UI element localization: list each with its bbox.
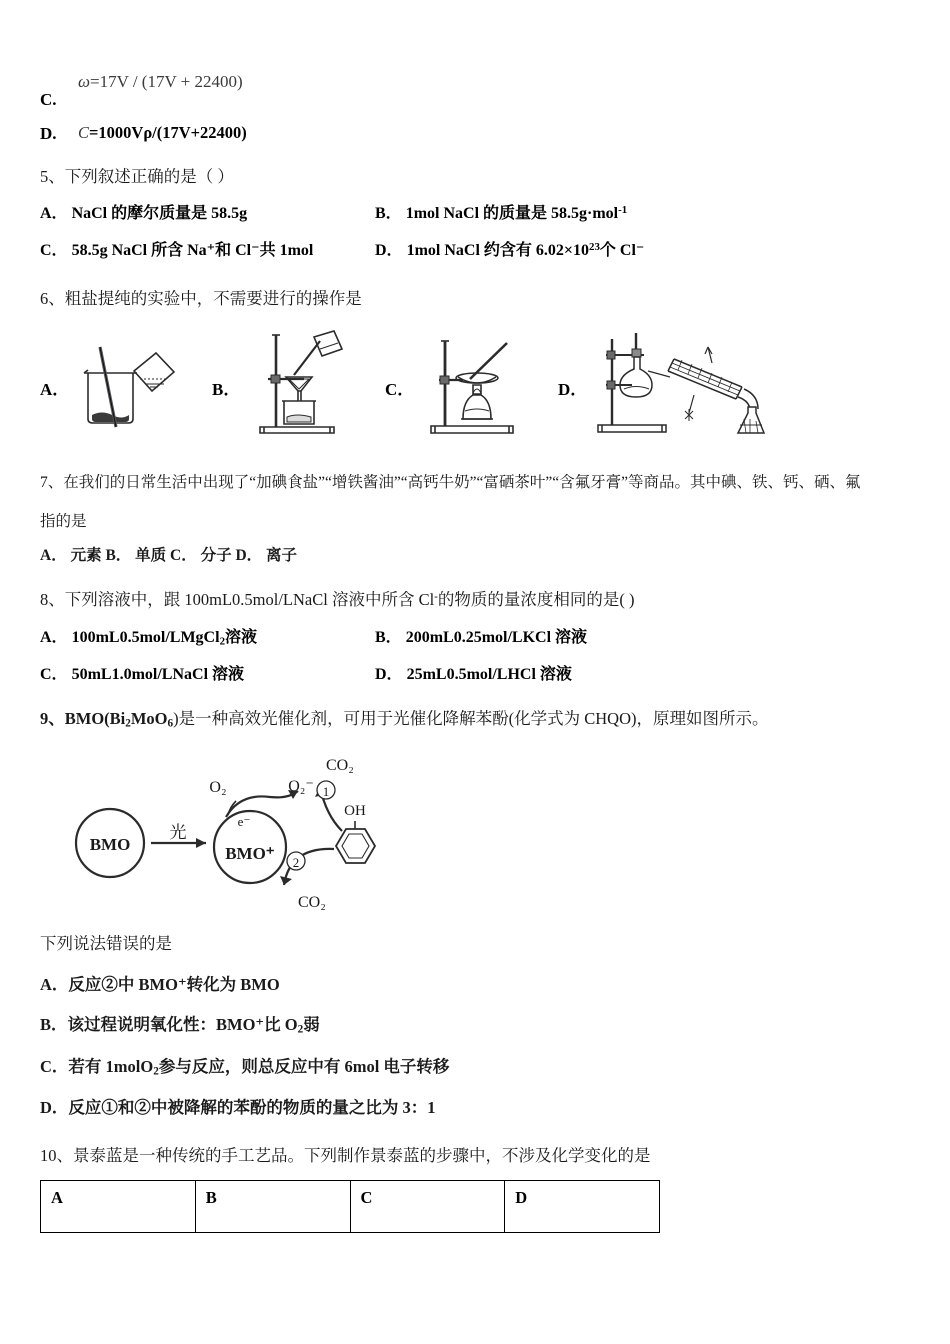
q9-sub-stem: 下列说法错误的是	[40, 934, 172, 954]
q8-option-c	[40, 661, 375, 684]
co2-bottom-label: CO₂	[298, 894, 326, 912]
bmo-label: BMO	[89, 835, 131, 855]
q9-option-d-text: 反应①和②中被降解的苯酚的物质的量之比为 3：1	[68, 1097, 436, 1117]
q9-option-c-text-post: 参与反应，则总反应中有 6mol 电子转移	[158, 1056, 450, 1076]
q6-option-d	[558, 327, 788, 445]
q8-option-d-text: 25mL0.5mol/LHCl 溶液	[406, 665, 572, 683]
q5-option-d-text-pre: 1mol NaCl 约含有 6.02×10	[406, 242, 590, 260]
q9-option-c-subscript: 2	[153, 1064, 159, 1077]
q10-cell-a: A	[41, 1180, 196, 1232]
q9-stem	[40, 706, 915, 733]
table-row	[41, 1180, 660, 1232]
q9-option-b-subscript: 2	[297, 1023, 304, 1036]
beaker-dissolution-icon	[70, 327, 190, 442]
q6-option-a-label: A．	[40, 379, 70, 399]
q4-option-d	[40, 118, 915, 158]
q8-option-c-text: 50mL1.0mol/LNaCl 溶液	[71, 665, 245, 683]
q4-option-c	[40, 72, 915, 118]
q6-option-a	[40, 327, 200, 445]
co2-top-label: CO₂	[326, 757, 354, 775]
q5-option-a-label: A．	[40, 205, 68, 223]
hydroxyl-label: OH	[344, 803, 366, 820]
bmo-plus-label: BMO⁺	[225, 844, 275, 864]
q8-option-c-label: C．	[40, 665, 68, 683]
q8-option-d-label: D．	[375, 665, 403, 683]
q8-stem-post: 的物质的量浓度相同的是( )	[437, 590, 635, 610]
q9-option-b	[40, 1012, 915, 1039]
q4-option-d-expression: =1000Vρ/(17V+22400)	[89, 123, 247, 142]
q4-option-c-label: C.	[40, 90, 57, 109]
q6-option-b	[212, 327, 382, 445]
q8-option-a	[40, 624, 375, 647]
bmo-photocatalysis-figure	[58, 739, 388, 917]
q8-options-row-2	[40, 661, 915, 684]
q6-option-b-label: B．	[212, 379, 241, 399]
q8-option-a-text-post: 溶液	[225, 628, 258, 646]
q10-options-table	[40, 1180, 660, 1233]
page-content	[40, 72, 915, 1233]
evaporation-setup-icon	[415, 327, 540, 444]
step-2-label: 2	[292, 855, 300, 871]
q10-cell-c: C	[350, 1180, 505, 1232]
q9-option-a-label: A．	[40, 974, 69, 994]
q7-options: A． 元素 B． 单质 C． 分子 D． 离子	[40, 547, 298, 565]
q5-option-c-label: C．	[40, 242, 68, 260]
q7-stem-line2: 指的是	[40, 512, 87, 530]
q8-options-row-1	[40, 624, 915, 647]
q8-option-b	[375, 624, 915, 647]
q9-option-c-label: C．	[40, 1056, 69, 1076]
q5-options-row-2	[40, 237, 915, 260]
q6-option-c-label: C．	[385, 379, 415, 399]
q8-stem	[40, 587, 915, 613]
q9-stem-b: MoO	[130, 708, 168, 728]
q5-option-b	[375, 200, 915, 223]
q7-stem-line1: 7、在我们的日常生活中出现了“加碘食盐”“增铁酱油”“高钙牛奶”“富硒茶叶”“含氟牙膏”等商品。其中碘、铁、钙、硒、氟	[40, 473, 861, 491]
q4-option-d-variable: C	[78, 123, 90, 142]
q9-stem-a: 9、BMO(Bi	[40, 708, 126, 728]
q5-option-d-text-post: 个 Cl⁻	[599, 242, 645, 260]
q9-option-a-text: 反应②中 BMO⁺转化为 BMO	[68, 974, 280, 994]
q5-options-row-1	[40, 200, 915, 223]
step-1-label: 1	[322, 784, 330, 800]
q6-option-d-label: D．	[558, 379, 588, 399]
distillation-setup-icon	[588, 327, 773, 444]
q8-stem-superscript: -	[434, 591, 438, 604]
q9-option-d-label: D．	[40, 1097, 69, 1117]
q9-option-b-text-post: 弱	[303, 1015, 320, 1035]
electron-label: e⁻	[237, 814, 251, 830]
q9-stem-sub1: 2	[125, 717, 131, 730]
q8-option-a-label: A．	[40, 628, 68, 646]
q5-option-d	[375, 237, 915, 260]
q5-option-a-text: NaCl 的摩尔质量是 58.5g	[71, 205, 248, 223]
q9-option-d	[40, 1095, 915, 1121]
q9-option-a	[40, 972, 915, 998]
q5-option-d-superscript: 23	[589, 241, 600, 254]
q5-option-a	[40, 200, 375, 223]
q8-option-a-subscript: 2	[219, 634, 225, 647]
o2-label: O₂	[209, 779, 227, 797]
q5-option-c-text: 58.5g NaCl 所含 Na⁺和 Cl⁻共 1mol	[71, 242, 314, 260]
q9-option-c-text-pre: 若有 1molO	[68, 1056, 154, 1076]
filtration-setup-icon	[242, 327, 362, 444]
q5-option-d-label: D．	[375, 242, 403, 260]
q6-apparatus-options	[40, 327, 915, 445]
q8-option-b-text: 200mL0.25mol/LKCl 溶液	[405, 628, 588, 646]
q8-option-a-text-pre: 100mL0.5mol/LMgCl	[71, 628, 220, 646]
q9-option-b-text-pre: 该过程说明氧化性：BMO⁺比 O	[67, 1015, 298, 1035]
q4-option-d-label: D.	[40, 124, 57, 143]
q9-option-b-label: B．	[40, 1015, 68, 1035]
q5-stem: 5、下列叙述正确的是（ ）	[40, 167, 234, 186]
q4-option-c-expression: =17V / (17V + 22400)	[90, 72, 243, 91]
q8-option-b-label: B．	[375, 628, 402, 646]
q4-option-c-variable: ω	[78, 72, 91, 91]
q5-option-c	[40, 237, 375, 260]
q10-cell-d: D	[505, 1180, 660, 1232]
q4-option-c-formula	[78, 72, 243, 92]
q6-option-c	[385, 327, 555, 445]
q10-stem: 10、景泰蓝是一种传统的手工艺品。下列制作景泰蓝的步骤中，不涉及化学变化的是	[40, 1146, 651, 1166]
q9-option-c	[40, 1054, 915, 1081]
q5-option-b-label: B．	[375, 205, 402, 223]
q6-stem: 6、粗盐提纯的实验中，不需要进行的操作是	[40, 289, 362, 309]
superoxide-label: O₂⁻	[288, 778, 314, 796]
light-label: 光	[169, 823, 187, 843]
q9-stem-sub2: 6	[167, 717, 174, 730]
q10-cell-b: B	[195, 1180, 350, 1232]
q4-option-d-formula	[78, 123, 247, 143]
q8-stem-pre: 8、下列溶液中，跟 100mL0.5mol/LNaCl 溶液中所含 Cl	[40, 590, 435, 610]
q5-option-b-text: 1mol NaCl 的质量是 58.5g·mol	[405, 205, 619, 223]
q8-option-d	[375, 661, 915, 684]
q5-option-b-superscript: -1	[618, 204, 628, 217]
q9-stem-c: )是一种高效光催化剂，可用于光催化降解苯酚(化学式为 CHQO)，原理如图所示。	[173, 708, 769, 728]
